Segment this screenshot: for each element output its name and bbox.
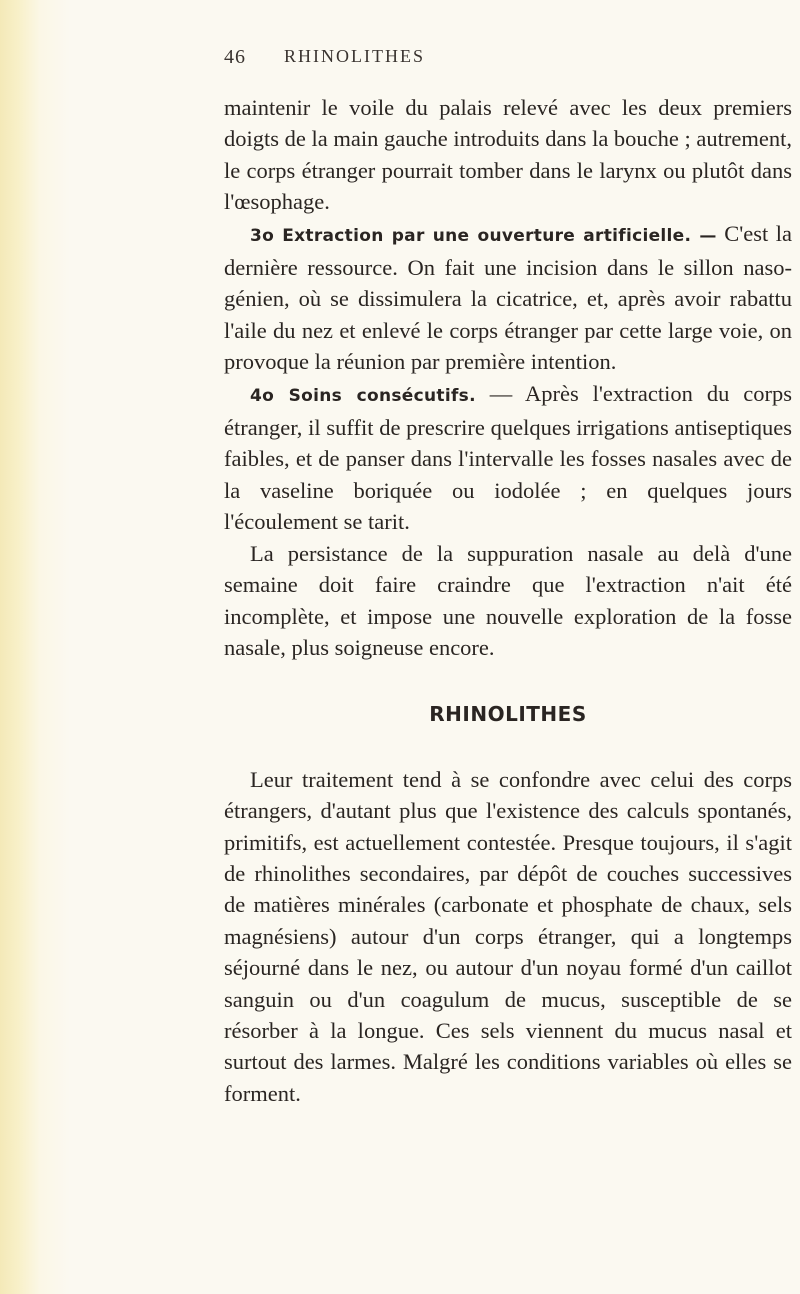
paragraph-soins-consecutifs [224,378,792,538]
paragraph-text: C'est la dernière ressource. On fait une incision dans le sillon naso-génien, où se dissimulera la cicatrice, et, après avoir rabattu l'aile du nez et enlevé le corps étranger par cette large voie, on provoque la réunion par première intention. [224,220,793,375]
running-title: RHINOLITHES [284,46,425,66]
paragraph-extraction-artificielle [224,218,792,378]
page-body [224,92,792,1109]
section-title: RHINOLITHES [429,702,587,727]
paragraph-rhinolithes: Leur traitement tend à se confondre avec celui des corps étrangers, d'autant plus que l'existence des calculs spontanés, primitifs, est actuellement contestée. Presque toujours, il s'agit de rhinolithes secondaires, par dépôt de couches successives de matières minérales (carbonate et phosphate de chaux, sels magnésiens) autour d'un corps étranger, qui a longtemps séjourné dans le nez, ou autour d'un noyau formé d'un caillot sanguin ou d'un coagulum de mucus, susceptible de se résorber à la longue. Ces sels viennent du mucus nasal et surtout des larmes. Malgré les conditions variables où elles se forment. [224,766,792,1106]
paragraph-text: — Après l'extraction du corps étranger, il suffit de prescrire quelques irrigations antiseptiques faibles, et de panser dans l'intervalle les fosses nasales avec de la vaseline boriquée ou iodolée ; en quelques jours l'écoulement se tarit. [224,380,792,535]
page-number: 46 [224,46,246,68]
run-in-heading: 3o Extraction par une ouverture artificielle. — [250,225,717,246]
page-header [224,46,784,76]
run-in-heading: 4o Soins consécutifs. [250,385,476,406]
paragraph-continuation: maintenir le voile du palais relevé avec les deux premiers doigts de la main gauche introduits dans la bouche ; autrement, le corps étranger pourrait tomber dans le larynx ou plutôt dans l'œsophage. [224,95,792,215]
paragraph-persistance: La persistance de la suppuration nasale au delà d'une semaine doit faire craindre que l'extraction n'ait été incomplète, et impose une nouvelle exploration de la fosse nasale, plus soigneuse encore. [224,540,792,660]
